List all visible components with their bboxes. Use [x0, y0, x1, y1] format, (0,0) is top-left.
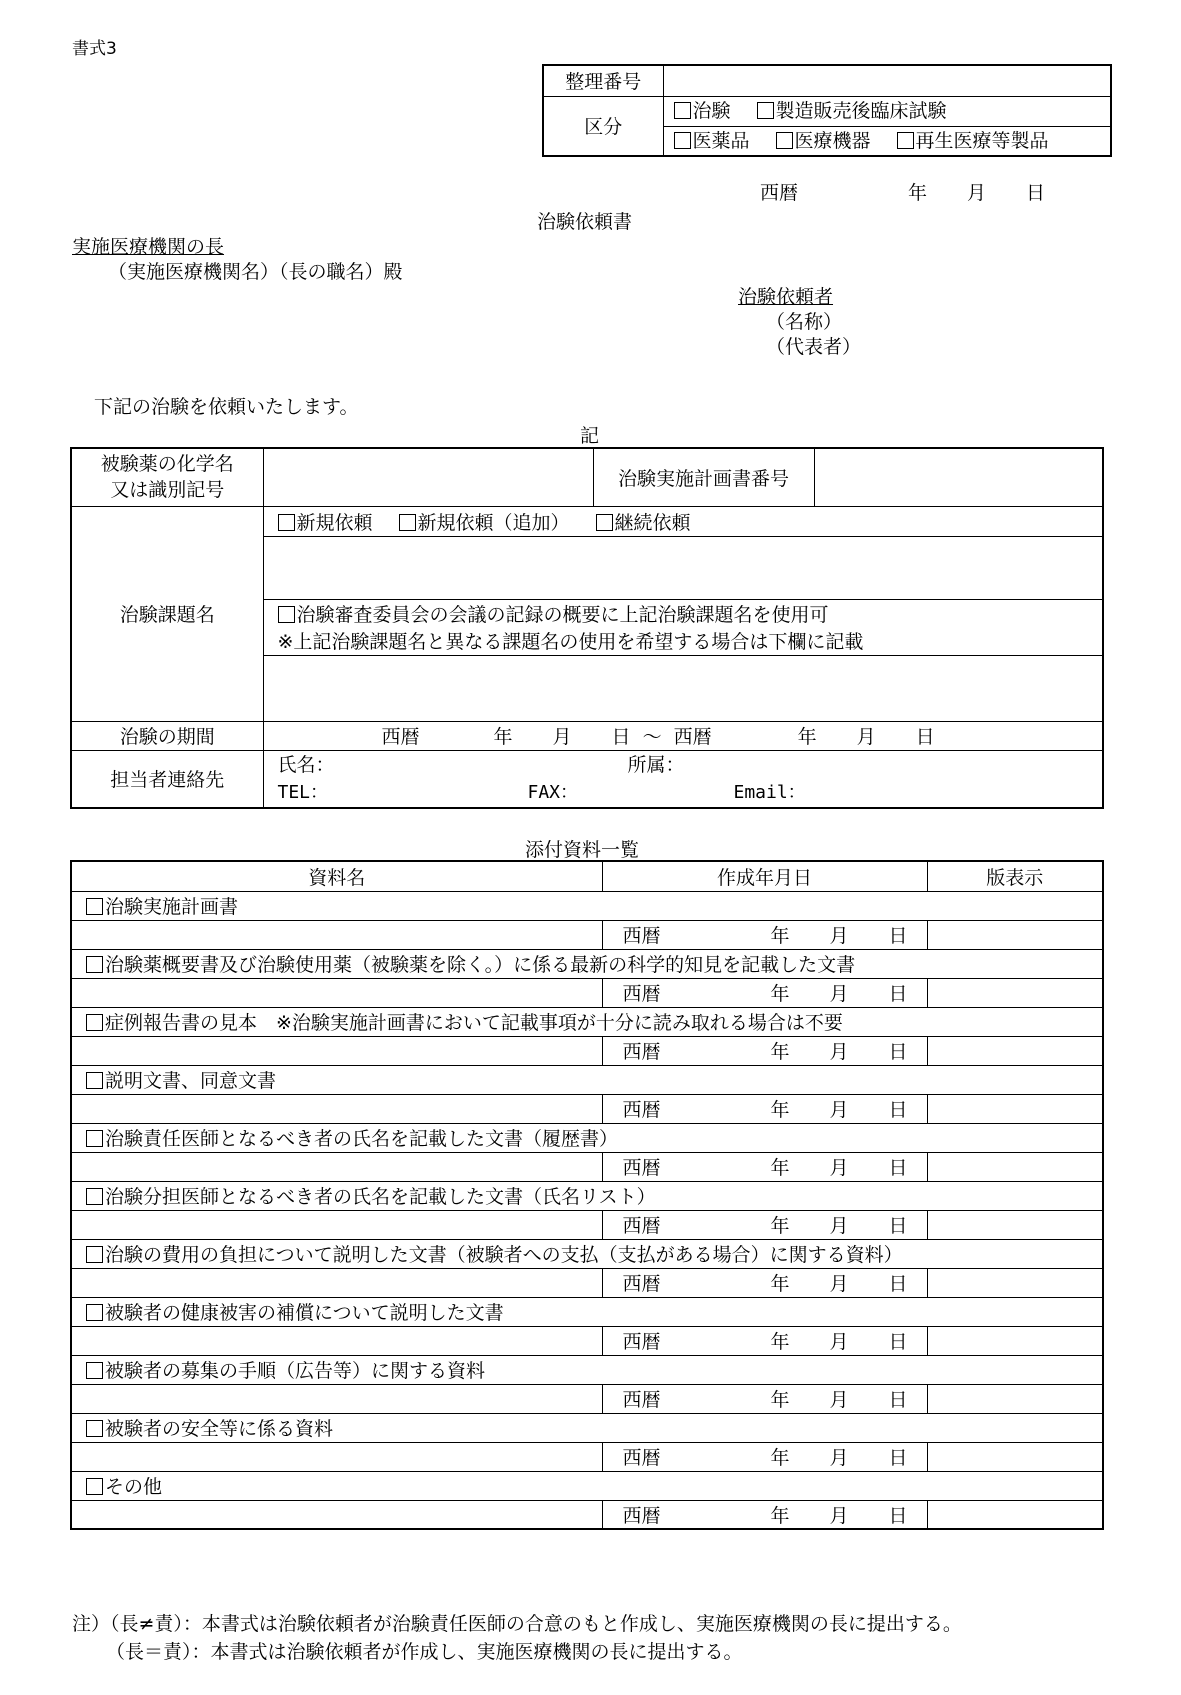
attachment-date[interactable] — [602, 920, 927, 949]
date-day: 日 — [888, 925, 908, 947]
date-day: 日 — [888, 1215, 908, 1237]
date-era: 西暦 — [622, 1504, 661, 1527]
date-day: 日 — [1026, 182, 1046, 204]
request-option-label: 継続依頼 — [614, 511, 691, 534]
note-line1: 注）（長≠責）：本書式は治験依頼者が治験責任医師の合意のもと作成し、実施医療機関の長に提出する。 — [72, 1613, 962, 1635]
date-month: 月 — [829, 1041, 849, 1063]
attachment-option-label: 治験実施計画書 — [105, 896, 239, 918]
request-option[interactable] — [399, 508, 570, 535]
date-era: 西暦 — [622, 1331, 661, 1353]
col-version-header: 版表示 — [927, 861, 1103, 891]
date-month: 月 — [829, 1157, 849, 1179]
attachment-option[interactable] — [86, 1008, 843, 1035]
trial-title-value[interactable] — [263, 536, 1103, 599]
attachment-row — [71, 1007, 1103, 1036]
attachment-date-row — [71, 1268, 1103, 1297]
date-year: 年 — [770, 983, 790, 1005]
attachment-date[interactable] — [602, 1268, 927, 1297]
date-day: 日 — [888, 1099, 908, 1121]
date-month: 月 — [829, 1331, 849, 1353]
date-year: 年 — [770, 1273, 790, 1295]
checkbox-icon[interactable] — [757, 102, 774, 119]
protocol-number-label: 治験実施計画書番号 — [593, 448, 814, 506]
irb-option[interactable] — [263, 599, 1103, 627]
period-value[interactable] — [263, 721, 1103, 750]
date-year: 年 — [770, 1099, 790, 1121]
attachment-option[interactable] — [86, 1240, 903, 1267]
period-month2: 月 — [856, 726, 876, 748]
date-year: 年 — [770, 925, 790, 947]
attachment-version[interactable] — [927, 920, 1103, 949]
contact-tel-label: TEL： — [277, 781, 329, 803]
date-era: 西暦 — [622, 1389, 661, 1411]
date-year: 年 — [770, 1215, 790, 1237]
checkbox-icon[interactable] — [674, 102, 691, 119]
attachment-row — [71, 891, 1103, 920]
period-year1: 年 — [493, 726, 513, 748]
request-option-label: 新規依頼 — [296, 511, 373, 534]
attachment-row — [71, 1355, 1103, 1384]
attachment-item[interactable] — [71, 1239, 1103, 1268]
attachment-option-label: 説明文書、同意文書 — [105, 1070, 277, 1092]
date-year: 年 — [770, 1041, 790, 1063]
attachment-date[interactable] — [602, 1384, 927, 1413]
date-month: 月 — [829, 1099, 849, 1121]
date-month: 月 — [967, 182, 987, 204]
attachment-date-row — [71, 1442, 1103, 1471]
attachment-option-label: 治験分担医師となるべき者の氏名を記載した文書（氏名リスト） — [105, 1186, 656, 1208]
checkbox-icon[interactable] — [86, 956, 103, 973]
contact-value[interactable] — [263, 750, 1103, 808]
category-option[interactable] — [674, 127, 750, 155]
checkbox-icon[interactable] — [86, 1420, 103, 1437]
form-number: 書式3 — [72, 39, 117, 59]
request-option[interactable] — [278, 508, 373, 535]
checkbox-icon[interactable] — [86, 1478, 103, 1495]
date-year: 年 — [770, 1157, 790, 1179]
period-month1: 月 — [552, 726, 572, 748]
date-month: 月 — [829, 1389, 849, 1411]
attachment-blank — [71, 978, 602, 1007]
attachment-item[interactable] — [71, 949, 1103, 978]
date-day: 日 — [888, 1389, 908, 1411]
attachment-blank — [71, 1384, 602, 1413]
request-option[interactable] — [596, 508, 691, 535]
date-era: 西暦 — [622, 1157, 661, 1179]
checkbox-icon[interactable] — [86, 1362, 103, 1379]
period-era2: 西暦 — [673, 726, 712, 748]
date-line — [760, 178, 1045, 205]
attachment-blank — [71, 1094, 602, 1123]
attachment-option[interactable] — [86, 950, 855, 977]
attachment-item[interactable] — [71, 891, 1103, 920]
request-option-label: 新規依頼（追加） — [417, 511, 570, 534]
checkbox-icon[interactable] — [897, 132, 914, 149]
requester-representative: （代表者） — [766, 336, 862, 358]
attachment-option[interactable] — [86, 1356, 485, 1383]
attachment-blank — [71, 1152, 602, 1181]
date-month: 月 — [829, 1447, 849, 1469]
attachment-option[interactable] — [86, 1182, 656, 1209]
protocol-number-value[interactable] — [814, 448, 1103, 506]
registry-number-label: 整理番号 — [543, 65, 663, 96]
attachment-date[interactable] — [602, 1326, 927, 1355]
attachment-option-label: 症例報告書の見本 ※治験実施計画書において記載事項が十分に読み取れる場合は不要 — [105, 1012, 843, 1034]
attachment-option-label: その他 — [105, 1476, 163, 1498]
attachment-version[interactable] — [927, 1442, 1103, 1471]
attachment-option-label: 被験者の健康被害の補償について説明した文書 — [105, 1302, 504, 1324]
trial-title-label: 治験課題名 — [71, 506, 263, 721]
attachments-heading: 添付資料一覧 — [525, 839, 640, 861]
period-era1: 西暦 — [381, 726, 420, 748]
period-year2: 年 — [797, 726, 817, 748]
checkbox-icon[interactable] — [86, 1072, 103, 1089]
attachment-option-label: 被験者の募集の手順（広告等）に関する資料 — [105, 1360, 486, 1382]
attachment-row — [71, 1471, 1103, 1500]
attachment-item[interactable] — [71, 1413, 1103, 1442]
checkbox-icon[interactable] — [86, 1304, 103, 1321]
registry-category-label: 区分 — [543, 96, 663, 156]
date-era: 西暦 — [622, 1273, 661, 1295]
date-era: 西暦 — [760, 182, 799, 204]
addressee-title: 実施医療機関の長 — [72, 236, 225, 258]
attachment-option-label: 治験薬概要書及び治験使用薬（被験薬を除く。）に係る最新の科学的知見を記載した文書 — [105, 954, 856, 976]
attachment-date-row — [71, 920, 1103, 949]
attachment-date-row — [71, 1210, 1103, 1239]
checkbox-icon[interactable] — [596, 514, 613, 531]
checkbox-icon[interactable] — [399, 514, 416, 531]
attachment-item[interactable] — [71, 1123, 1103, 1152]
attachment-row — [71, 1181, 1103, 1210]
checkbox-icon[interactable] — [278, 514, 295, 531]
category-option-label: 製造販売後臨床試験 — [775, 99, 947, 122]
date-month: 月 — [829, 1504, 849, 1527]
attachment-date[interactable] — [602, 1210, 927, 1239]
date-era: 西暦 — [622, 983, 661, 1005]
attachment-blank — [71, 1210, 602, 1239]
attachment-version[interactable] — [927, 1036, 1103, 1065]
attachment-row — [71, 1239, 1103, 1268]
attachment-date-row — [71, 978, 1103, 1007]
attachment-version[interactable] — [927, 1152, 1103, 1181]
date-era: 西暦 — [622, 1447, 661, 1469]
date-month: 月 — [829, 925, 849, 947]
checkbox-icon[interactable] — [776, 132, 793, 149]
attachment-row — [71, 1297, 1103, 1326]
date-era: 西暦 — [622, 925, 661, 947]
attachment-option[interactable] — [86, 1124, 618, 1151]
attachment-date-row — [71, 1326, 1103, 1355]
date-day: 日 — [888, 1331, 908, 1353]
checkbox-icon[interactable] — [86, 1188, 103, 1205]
contact-email-label: Email： — [733, 781, 806, 803]
date-era: 西暦 — [622, 1041, 661, 1063]
date-year: 年 — [770, 1447, 790, 1469]
attachments-table — [70, 860, 1104, 1530]
date-year: 年 — [770, 1389, 790, 1411]
attachment-option-label: 被験者の安全等に係る資料 — [105, 1418, 334, 1440]
date-month: 月 — [829, 1215, 849, 1237]
checkbox-icon[interactable] — [86, 1130, 103, 1147]
date-era: 西暦 — [622, 1215, 661, 1237]
checkbox-icon[interactable] — [86, 898, 103, 915]
attachment-blank — [71, 1500, 602, 1529]
category-option[interactable] — [776, 127, 871, 155]
requester-title: 治験依頼者 — [738, 286, 834, 308]
attachment-date[interactable] — [602, 978, 927, 1007]
attachment-item[interactable] — [71, 1181, 1103, 1210]
date-day: 日 — [888, 1041, 908, 1063]
contact-name-label: 氏名： — [277, 753, 335, 776]
checkbox-icon[interactable] — [86, 1246, 103, 1263]
date-day: 日 — [888, 1157, 908, 1179]
attachment-option[interactable] — [86, 1066, 276, 1093]
attachment-date-row — [71, 1384, 1103, 1413]
attachment-date-row — [71, 1036, 1103, 1065]
attachment-date-row — [71, 1500, 1103, 1529]
document-title: 治験依頼書 — [537, 211, 633, 233]
drug-name-label-line2: 又は識別記号 — [110, 479, 225, 502]
attachment-version[interactable] — [927, 1326, 1103, 1355]
attachment-row — [71, 1413, 1103, 1442]
attachment-date[interactable] — [602, 1094, 927, 1123]
attachment-date[interactable] — [602, 1152, 927, 1181]
date-year: 年 — [770, 1331, 790, 1353]
attachment-item[interactable] — [71, 1007, 1103, 1036]
col-name-header: 資料名 — [71, 861, 602, 891]
attachment-date[interactable] — [602, 1036, 927, 1065]
drug-name-value[interactable] — [263, 448, 593, 506]
date-day: 日 — [888, 1273, 908, 1295]
category-option[interactable] — [897, 127, 1049, 155]
attachment-row — [71, 1065, 1103, 1094]
attachment-row — [71, 949, 1103, 978]
attachment-blank — [71, 1442, 602, 1471]
category-option[interactable] — [757, 97, 947, 126]
request-options — [263, 506, 1103, 536]
attachment-row — [71, 1123, 1103, 1152]
attachment-version[interactable] — [927, 1210, 1103, 1239]
category-option-label: 治験 — [692, 99, 731, 122]
date-era: 西暦 — [622, 1099, 661, 1121]
attachment-version[interactable] — [927, 1500, 1103, 1529]
attachment-blank — [71, 920, 602, 949]
category-option-label: 再生医療等製品 — [915, 129, 1049, 152]
checkbox-icon[interactable] — [86, 1014, 103, 1031]
attachment-date[interactable] — [602, 1442, 927, 1471]
date-year: 年 — [908, 182, 928, 204]
date-month: 月 — [829, 983, 849, 1005]
drug-name-label — [71, 448, 263, 506]
registry-box — [542, 64, 1112, 157]
irb-note: ※上記治験課題名と異なる課題名の使用を希望する場合は下欄に記載 — [263, 627, 1103, 655]
contact-affiliation-label: 所属： — [627, 753, 685, 776]
body-text: 下記の治験を依頼いたします。 — [94, 396, 359, 418]
col-date-header: 作成年月日 — [602, 861, 927, 891]
drug-name-label-line1: 被験薬の化学名 — [100, 453, 234, 476]
attachment-item[interactable] — [71, 1065, 1103, 1094]
category-option[interactable] — [674, 97, 731, 126]
period-day1: 日 — [611, 726, 631, 748]
date-month: 月 — [829, 1273, 849, 1295]
checkbox-icon[interactable] — [674, 132, 691, 149]
attachment-option[interactable] — [86, 1298, 504, 1325]
date-year: 年 — [770, 1504, 790, 1527]
contact-fax-label: FAX： — [527, 781, 579, 803]
checkbox-icon[interactable] — [278, 606, 295, 623]
attachment-blank — [71, 1268, 602, 1297]
contact-label: 担当者連絡先 — [71, 750, 263, 808]
registry-category-cell — [663, 96, 1111, 156]
ki-heading: 記 — [580, 425, 600, 447]
attachment-option-label: 治験責任医師となるべき者の氏名を記載した文書（履歴書） — [105, 1128, 619, 1150]
requester-name: （名称） — [766, 311, 843, 333]
period-label: 治験の期間 — [71, 721, 263, 750]
period-tilde: ～ — [642, 726, 662, 748]
date-day: 日 — [888, 983, 908, 1005]
attachment-date-row — [71, 1152, 1103, 1181]
date-day: 日 — [888, 1447, 908, 1469]
trial-info-table — [70, 447, 1104, 809]
attachment-blank — [71, 1036, 602, 1065]
attachment-version[interactable] — [927, 1094, 1103, 1123]
attachment-item[interactable] — [71, 1297, 1103, 1326]
attachment-version[interactable] — [927, 1384, 1103, 1413]
alternate-title-value[interactable] — [263, 655, 1103, 721]
category-option-label: 医療機器 — [794, 129, 871, 152]
attachment-date-row — [71, 1094, 1103, 1123]
attachment-item[interactable] — [71, 1355, 1103, 1384]
attachment-version[interactable] — [927, 978, 1103, 1007]
attachment-date[interactable] — [602, 1500, 927, 1529]
attachment-option[interactable] — [86, 892, 238, 919]
attachment-option-label: 治験の費用の負担について説明した文書（被験者への支払（支払がある場合）に関する資料） — [105, 1244, 903, 1266]
category-option-label: 医薬品 — [692, 129, 750, 152]
attachment-version[interactable] — [927, 1268, 1103, 1297]
attachment-blank — [71, 1326, 602, 1355]
note-line2: （長＝責）：本書式は治験依頼者が作成し、実施医療機関の長に提出する。 — [106, 1641, 743, 1663]
attachment-option[interactable] — [86, 1414, 333, 1441]
attachment-option[interactable] — [86, 1472, 162, 1499]
period-day2: 日 — [915, 726, 935, 748]
attachment-item[interactable] — [71, 1471, 1103, 1500]
addressee-name: （実施医療機関名）（長の職名）殿 — [108, 261, 403, 283]
registry-number-value[interactable] — [663, 65, 1111, 96]
date-day: 日 — [888, 1504, 908, 1527]
irb-option-label: 治験審査委員会の会議の記録の概要に上記治験課題名を使用可 — [296, 603, 829, 626]
